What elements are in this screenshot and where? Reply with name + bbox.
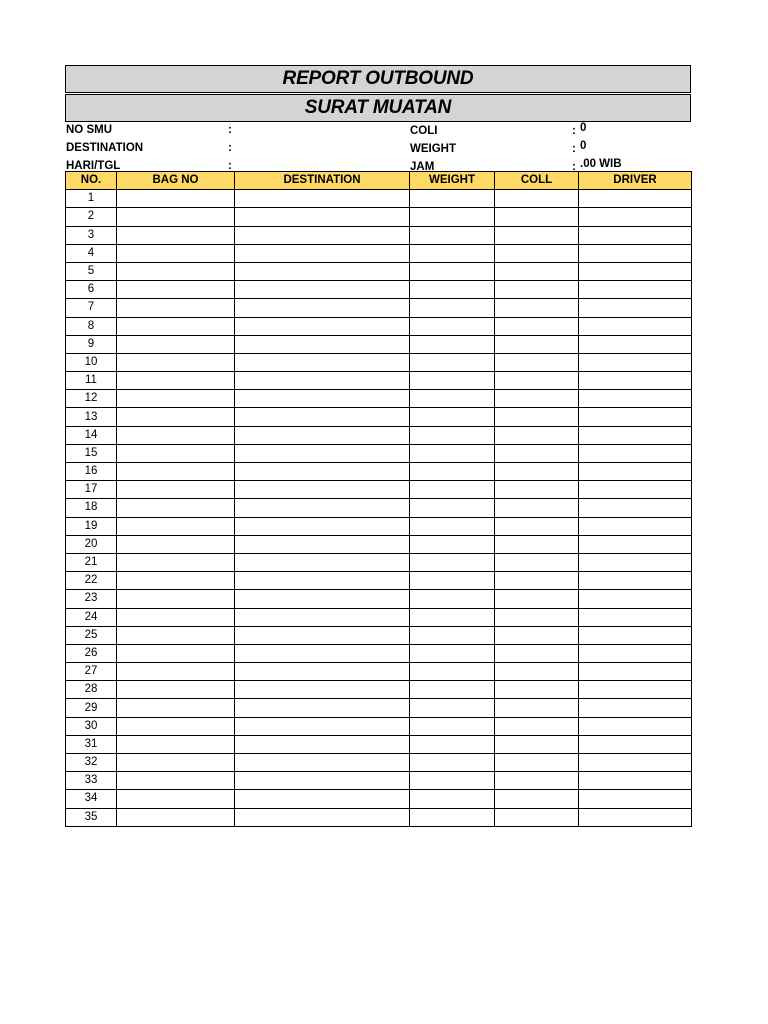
driver-cell[interactable] — [579, 499, 692, 517]
table-row — [66, 553, 692, 571]
weight-cell[interactable] — [410, 535, 495, 553]
coll-cell[interactable] — [495, 553, 579, 571]
driver-cell[interactable] — [579, 335, 692, 353]
destination-cell[interactable] — [235, 208, 410, 226]
table-row — [66, 353, 692, 371]
bag-no-cell[interactable] — [117, 699, 235, 717]
weight-cell[interactable] — [410, 517, 495, 535]
table-row — [66, 244, 692, 262]
driver-cell[interactable] — [579, 608, 692, 626]
coll-cell[interactable] — [495, 208, 579, 226]
coll-cell[interactable] — [495, 426, 579, 444]
destination-cell[interactable] — [235, 608, 410, 626]
row-number-cell: 26 — [66, 644, 117, 662]
coll-cell[interactable] — [495, 408, 579, 426]
driver-cell[interactable] — [579, 754, 692, 772]
table-row — [66, 226, 692, 244]
bag-no-cell[interactable] — [117, 517, 235, 535]
table-row — [66, 717, 692, 735]
row-number-cell: 23 — [66, 590, 117, 608]
weight-cell[interactable] — [410, 481, 495, 499]
coll-cell[interactable] — [495, 463, 579, 481]
bag-no-cell[interactable] — [117, 644, 235, 662]
coll-cell[interactable] — [495, 317, 579, 335]
coll-cell[interactable] — [495, 444, 579, 462]
column-header-driver: DRIVER — [579, 172, 692, 190]
report-subtitle: SURAT MUATAN — [65, 94, 691, 122]
bag-no-cell[interactable] — [117, 390, 235, 408]
bag-no-cell[interactable] — [117, 317, 235, 335]
coll-cell[interactable] — [495, 572, 579, 590]
table-row — [66, 517, 692, 535]
row-number-cell: 35 — [66, 808, 117, 826]
weight-cell[interactable] — [410, 553, 495, 571]
bag-no-cell[interactable] — [117, 444, 235, 462]
weight-cell[interactable] — [410, 572, 495, 590]
driver-cell[interactable] — [579, 699, 692, 717]
coll-cell[interactable] — [495, 644, 579, 662]
row-number-cell: 13 — [66, 408, 117, 426]
coll-cell[interactable] — [495, 808, 579, 826]
table-row — [66, 499, 692, 517]
table-row — [66, 372, 692, 390]
bag-no-cell[interactable] — [117, 372, 235, 390]
driver-cell[interactable] — [579, 226, 692, 244]
destination-cell[interactable] — [235, 244, 410, 262]
table-row — [66, 699, 692, 717]
bag-no-cell[interactable] — [117, 262, 235, 280]
table-row — [66, 644, 692, 662]
coll-cell[interactable] — [495, 390, 579, 408]
table-row — [66, 590, 692, 608]
weight-cell[interactable] — [410, 735, 495, 753]
jam-value: .00 WIB — [580, 158, 622, 170]
coll-cell[interactable] — [495, 517, 579, 535]
weight-cell[interactable] — [410, 644, 495, 662]
weight-cell[interactable] — [410, 335, 495, 353]
bag-no-cell[interactable] — [117, 426, 235, 444]
table-row — [66, 262, 692, 280]
coll-cell[interactable] — [495, 663, 579, 681]
driver-cell[interactable] — [579, 426, 692, 444]
row-number-cell: 31 — [66, 735, 117, 753]
weight-cell[interactable] — [410, 317, 495, 335]
destination-colon: : — [228, 142, 232, 154]
coll-cell[interactable] — [495, 262, 579, 280]
destination-cell[interactable] — [235, 426, 410, 444]
driver-cell[interactable] — [579, 353, 692, 371]
driver-cell[interactable] — [579, 463, 692, 481]
column-header-no: NO. — [66, 172, 117, 190]
row-number-cell: 22 — [66, 572, 117, 590]
destination-cell[interactable] — [235, 681, 410, 699]
driver-cell[interactable] — [579, 590, 692, 608]
bag-no-cell[interactable] — [117, 226, 235, 244]
table-row — [66, 772, 692, 790]
bag-no-cell[interactable] — [117, 735, 235, 753]
destination-cell[interactable] — [235, 517, 410, 535]
destination-cell[interactable] — [235, 281, 410, 299]
coll-cell[interactable] — [495, 699, 579, 717]
coll-cell[interactable] — [495, 735, 579, 753]
coll-cell[interactable] — [495, 590, 579, 608]
driver-cell[interactable] — [579, 717, 692, 735]
destination-cell[interactable] — [235, 808, 410, 826]
driver-cell[interactable] — [579, 735, 692, 753]
bag-no-cell[interactable] — [117, 590, 235, 608]
row-number-cell: 21 — [66, 553, 117, 571]
weight-cell[interactable] — [410, 681, 495, 699]
destination-cell[interactable] — [235, 644, 410, 662]
no-smu-colon: : — [228, 124, 232, 136]
table-row — [66, 608, 692, 626]
weight-colon: : — [572, 143, 576, 155]
destination-cell[interactable] — [235, 572, 410, 590]
driver-cell[interactable] — [579, 208, 692, 226]
bag-no-cell[interactable] — [117, 335, 235, 353]
row-number-cell: 6 — [66, 281, 117, 299]
column-header-bag-no: BAG NO — [117, 172, 235, 190]
row-number-cell: 20 — [66, 535, 117, 553]
bag-no-cell[interactable] — [117, 790, 235, 808]
bag-no-cell[interactable] — [117, 244, 235, 262]
row-number-cell: 12 — [66, 390, 117, 408]
weight-cell[interactable] — [410, 790, 495, 808]
row-number-cell: 8 — [66, 317, 117, 335]
bag-no-cell[interactable] — [117, 281, 235, 299]
bag-no-cell[interactable] — [117, 663, 235, 681]
row-number-cell: 9 — [66, 335, 117, 353]
destination-cell[interactable] — [235, 226, 410, 244]
driver-cell[interactable] — [579, 644, 692, 662]
driver-cell[interactable] — [579, 663, 692, 681]
driver-cell[interactable] — [579, 281, 692, 299]
coll-cell[interactable] — [495, 335, 579, 353]
driver-cell[interactable] — [579, 553, 692, 571]
bag-no-cell[interactable] — [117, 772, 235, 790]
table-row — [66, 317, 692, 335]
driver-cell[interactable] — [579, 626, 692, 644]
coll-cell[interactable] — [495, 226, 579, 244]
table-row — [66, 335, 692, 353]
coll-cell[interactable] — [495, 299, 579, 317]
table-row — [66, 790, 692, 808]
driver-cell[interactable] — [579, 244, 692, 262]
weight-cell[interactable] — [410, 626, 495, 644]
destination-cell[interactable] — [235, 699, 410, 717]
bag-no-cell[interactable] — [117, 681, 235, 699]
weight-cell[interactable] — [410, 426, 495, 444]
weight-cell[interactable] — [410, 772, 495, 790]
bag-no-cell[interactable] — [117, 299, 235, 317]
row-number-cell: 4 — [66, 244, 117, 262]
destination-cell[interactable] — [235, 390, 410, 408]
bag-no-cell[interactable] — [117, 208, 235, 226]
bag-no-cell[interactable] — [117, 808, 235, 826]
table-row — [66, 754, 692, 772]
weight-cell[interactable] — [410, 353, 495, 371]
bag-no-cell[interactable] — [117, 535, 235, 553]
destination-cell[interactable] — [235, 299, 410, 317]
weight-cell[interactable] — [410, 608, 495, 626]
destination-cell[interactable] — [235, 262, 410, 280]
row-number-cell: 33 — [66, 772, 117, 790]
row-number-cell: 17 — [66, 481, 117, 499]
coll-cell[interactable] — [495, 772, 579, 790]
table-row — [66, 208, 692, 226]
coll-cell[interactable] — [495, 790, 579, 808]
coll-cell[interactable] — [495, 190, 579, 208]
coll-cell[interactable] — [495, 754, 579, 772]
table-row — [66, 626, 692, 644]
destination-cell[interactable] — [235, 408, 410, 426]
row-number-cell: 30 — [66, 717, 117, 735]
table-row — [66, 190, 692, 208]
weight-cell[interactable] — [410, 299, 495, 317]
row-number-cell: 28 — [66, 681, 117, 699]
bag-no-cell[interactable] — [117, 190, 235, 208]
table-row — [66, 481, 692, 499]
destination-cell[interactable] — [235, 553, 410, 571]
destination-cell[interactable] — [235, 663, 410, 681]
row-number-cell: 2 — [66, 208, 117, 226]
driver-cell[interactable] — [579, 299, 692, 317]
row-number-cell: 29 — [66, 699, 117, 717]
weight-cell[interactable] — [410, 190, 495, 208]
bag-no-cell[interactable] — [117, 353, 235, 371]
table-header-row — [66, 172, 692, 190]
no-smu-label: NO SMU — [66, 124, 112, 136]
bag-no-cell[interactable] — [117, 608, 235, 626]
weight-cell[interactable] — [410, 590, 495, 608]
weight-cell[interactable] — [410, 281, 495, 299]
destination-cell[interactable] — [235, 499, 410, 517]
coll-cell[interactable] — [495, 372, 579, 390]
destination-cell[interactable] — [235, 535, 410, 553]
bag-no-cell[interactable] — [117, 408, 235, 426]
weight-cell[interactable] — [410, 699, 495, 717]
weight-cell[interactable] — [410, 408, 495, 426]
destination-cell[interactable] — [235, 335, 410, 353]
destination-cell[interactable] — [235, 626, 410, 644]
row-number-cell: 15 — [66, 444, 117, 462]
driver-cell[interactable] — [579, 190, 692, 208]
destination-cell[interactable] — [235, 481, 410, 499]
weight-cell[interactable] — [410, 463, 495, 481]
weight-cell[interactable] — [410, 262, 495, 280]
hari-tgl-colon: : — [228, 160, 232, 172]
column-header-destination: DESTINATION — [235, 172, 410, 190]
table-row — [66, 735, 692, 753]
weight-cell[interactable] — [410, 208, 495, 226]
outbound-report-sheet — [65, 65, 691, 827]
coli-colon: : — [572, 125, 576, 137]
weight-value: 0 — [580, 140, 587, 152]
driver-cell[interactable] — [579, 535, 692, 553]
row-number-cell: 14 — [66, 426, 117, 444]
coll-cell[interactable] — [495, 499, 579, 517]
table-row — [66, 408, 692, 426]
row-number-cell: 32 — [66, 754, 117, 772]
driver-cell[interactable] — [579, 681, 692, 699]
table-row — [66, 444, 692, 462]
table-row — [66, 681, 692, 699]
destination-cell[interactable] — [235, 590, 410, 608]
table-body — [66, 190, 692, 827]
bag-no-cell[interactable] — [117, 463, 235, 481]
destination-cell[interactable] — [235, 372, 410, 390]
report-title: REPORT OUTBOUND — [65, 65, 691, 93]
driver-cell[interactable] — [579, 408, 692, 426]
driver-cell[interactable] — [579, 808, 692, 826]
bag-table — [65, 171, 692, 827]
destination-label: DESTINATION — [66, 142, 144, 154]
weight-cell[interactable] — [410, 244, 495, 262]
destination-cell[interactable] — [235, 754, 410, 772]
driver-cell[interactable] — [579, 444, 692, 462]
destination-cell[interactable] — [235, 353, 410, 371]
row-number-cell: 5 — [66, 262, 117, 280]
row-number-cell: 27 — [66, 663, 117, 681]
weight-cell[interactable] — [410, 808, 495, 826]
coll-cell[interactable] — [495, 608, 579, 626]
jam-label: JAM — [410, 161, 435, 173]
weight-label: WEIGHT — [410, 143, 456, 155]
destination-cell[interactable] — [235, 772, 410, 790]
coll-cell[interactable] — [495, 281, 579, 299]
weight-cell[interactable] — [410, 444, 495, 462]
weight-cell[interactable] — [410, 499, 495, 517]
table-row — [66, 281, 692, 299]
coll-cell[interactable] — [495, 353, 579, 371]
coll-cell[interactable] — [495, 681, 579, 699]
weight-cell[interactable] — [410, 390, 495, 408]
driver-cell[interactable] — [579, 317, 692, 335]
driver-cell[interactable] — [579, 772, 692, 790]
hari-tgl-label: HARI/TGL — [66, 160, 121, 172]
weight-cell[interactable] — [410, 663, 495, 681]
driver-cell[interactable] — [579, 481, 692, 499]
weight-cell[interactable] — [410, 754, 495, 772]
destination-cell[interactable] — [235, 790, 410, 808]
row-number-cell: 19 — [66, 517, 117, 535]
row-number-cell: 10 — [66, 353, 117, 371]
column-header-weight: WEIGHT — [410, 172, 495, 190]
bag-no-cell[interactable] — [117, 499, 235, 517]
jam-colon: : — [572, 161, 576, 173]
bag-no-cell[interactable] — [117, 553, 235, 571]
bag-no-cell[interactable] — [117, 481, 235, 499]
row-number-cell: 11 — [66, 372, 117, 390]
row-number-cell: 16 — [66, 463, 117, 481]
weight-cell[interactable] — [410, 717, 495, 735]
row-number-cell: 1 — [66, 190, 117, 208]
coll-cell[interactable] — [495, 626, 579, 644]
weight-cell[interactable] — [410, 372, 495, 390]
shipment-info — [65, 122, 691, 171]
table-row — [66, 535, 692, 553]
row-number-cell: 25 — [66, 626, 117, 644]
table-row — [66, 390, 692, 408]
row-number-cell: 34 — [66, 790, 117, 808]
destination-cell[interactable] — [235, 735, 410, 753]
table-row — [66, 663, 692, 681]
coli-label: COLI — [410, 125, 438, 137]
column-header-coll: COLL — [495, 172, 579, 190]
driver-cell[interactable] — [579, 572, 692, 590]
table-row — [66, 572, 692, 590]
destination-cell[interactable] — [235, 463, 410, 481]
coll-cell[interactable] — [495, 244, 579, 262]
table-row — [66, 299, 692, 317]
destination-cell[interactable] — [235, 444, 410, 462]
destination-cell[interactable] — [235, 317, 410, 335]
bag-no-cell[interactable] — [117, 626, 235, 644]
weight-cell[interactable] — [410, 226, 495, 244]
driver-cell[interactable] — [579, 517, 692, 535]
coll-cell[interactable] — [495, 481, 579, 499]
bag-no-cell[interactable] — [117, 572, 235, 590]
row-number-cell: 24 — [66, 608, 117, 626]
row-number-cell: 18 — [66, 499, 117, 517]
driver-cell[interactable] — [579, 372, 692, 390]
bag-no-cell[interactable] — [117, 754, 235, 772]
bag-no-cell[interactable] — [117, 717, 235, 735]
driver-cell[interactable] — [579, 262, 692, 280]
row-number-cell: 7 — [66, 299, 117, 317]
driver-cell[interactable] — [579, 390, 692, 408]
coll-cell[interactable] — [495, 717, 579, 735]
driver-cell[interactable] — [579, 790, 692, 808]
table-row — [66, 463, 692, 481]
destination-cell[interactable] — [235, 190, 410, 208]
destination-cell[interactable] — [235, 717, 410, 735]
coli-value: 0 — [580, 122, 587, 134]
table-row — [66, 426, 692, 444]
coll-cell[interactable] — [495, 535, 579, 553]
row-number-cell: 3 — [66, 226, 117, 244]
table-row — [66, 808, 692, 826]
